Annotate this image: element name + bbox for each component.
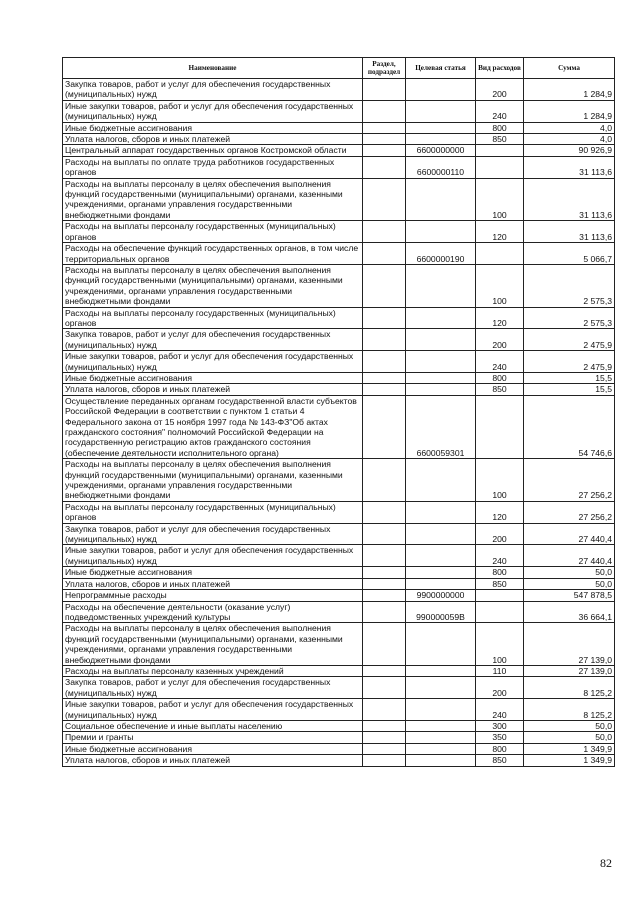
table-body	[63, 79, 615, 767]
cell-section	[363, 221, 406, 243]
cell-amount: 8 125,2	[524, 699, 615, 721]
table-row	[63, 699, 615, 721]
table-row	[63, 264, 615, 307]
cell-section	[363, 134, 406, 145]
cell-type	[476, 601, 524, 623]
cell-amount: 27 440,4	[524, 545, 615, 567]
cell-type: 100	[476, 178, 524, 221]
table-row	[63, 145, 615, 156]
cell-amount: 36 664,1	[524, 601, 615, 623]
cell-name: Социальное обеспечение и иные выплаты населению	[63, 720, 363, 731]
cell-name: Расходы на выплаты персоналу государственных (муниципальных) органов	[63, 501, 363, 523]
cell-type: 240	[476, 699, 524, 721]
cell-name: Уплата налогов, сборов и иных платежей	[63, 578, 363, 589]
cell-amount: 90 926,9	[524, 145, 615, 156]
table-row	[63, 743, 615, 754]
cell-section	[363, 732, 406, 743]
cell-name: Расходы на выплаты по оплате труда работников государственных органов	[63, 156, 363, 178]
cell-amount: 2 475,9	[524, 351, 615, 373]
cell-type: 100	[476, 264, 524, 307]
cell-target	[406, 720, 476, 731]
cell-type: 800	[476, 743, 524, 754]
cell-name: Иные закупки товаров, работ и услуг для обеспечения государственных (муниципальных) нужд	[63, 100, 363, 122]
cell-type: 120	[476, 307, 524, 329]
cell-name: Иные бюджетные ассигнования	[63, 372, 363, 383]
cell-target	[406, 178, 476, 221]
cell-type: 800	[476, 122, 524, 133]
header-target: Целевая статья	[406, 58, 476, 79]
cell-name: Расходы на выплаты персоналу в целях обеспечения выполнения функций государственными (муниципальными) органами, казенными учреждениями, органами управления государственными внебюджетными фондами	[63, 264, 363, 307]
cell-target	[406, 307, 476, 329]
table-row	[63, 567, 615, 578]
cell-target	[406, 351, 476, 373]
cell-section	[363, 372, 406, 383]
cell-section	[363, 501, 406, 523]
table-row	[63, 384, 615, 395]
cell-amount: 5 066,7	[524, 243, 615, 265]
cell-section	[363, 523, 406, 545]
table-row	[63, 307, 615, 329]
cell-target: 6600000190	[406, 243, 476, 265]
table-header-row	[63, 58, 615, 79]
cell-amount: 54 746,6	[524, 395, 615, 458]
cell-section	[363, 243, 406, 265]
cell-section	[363, 264, 406, 307]
cell-section	[363, 623, 406, 666]
cell-type: 100	[476, 459, 524, 502]
cell-name: Закупка товаров, работ и услуг для обеспечения государственных (муниципальных) нужд	[63, 79, 363, 101]
table-row	[63, 665, 615, 676]
cell-section	[363, 395, 406, 458]
cell-type: 300	[476, 720, 524, 731]
cell-target	[406, 665, 476, 676]
cell-amount: 1 284,9	[524, 79, 615, 101]
cell-type: 200	[476, 329, 524, 351]
cell-amount: 31 113,6	[524, 221, 615, 243]
cell-name: Иные бюджетные ассигнования	[63, 122, 363, 133]
cell-name: Иные закупки товаров, работ и услуг для обеспечения государственных (муниципальных) нужд	[63, 545, 363, 567]
cell-target	[406, 329, 476, 351]
cell-section	[363, 79, 406, 101]
cell-section	[363, 590, 406, 601]
cell-section	[363, 665, 406, 676]
cell-amount: 547 878,5	[524, 590, 615, 601]
cell-type: 850	[476, 384, 524, 395]
cell-target	[406, 134, 476, 145]
cell-amount: 4,0	[524, 122, 615, 133]
cell-section	[363, 145, 406, 156]
cell-amount: 15,5	[524, 384, 615, 395]
cell-target	[406, 384, 476, 395]
cell-target	[406, 743, 476, 754]
table-row	[63, 578, 615, 589]
cell-target	[406, 221, 476, 243]
cell-type: 120	[476, 501, 524, 523]
table-row	[63, 677, 615, 699]
cell-amount: 31 113,6	[524, 178, 615, 221]
cell-name: Закупка товаров, работ и услуг для обеспечения государственных (муниципальных) нужд	[63, 677, 363, 699]
cell-target	[406, 501, 476, 523]
cell-type: 120	[476, 221, 524, 243]
cell-name: Иные закупки товаров, работ и услуг для обеспечения государственных (муниципальных) нужд	[63, 699, 363, 721]
cell-type: 240	[476, 100, 524, 122]
table-row	[63, 100, 615, 122]
cell-name: Уплата налогов, сборов и иных платежей	[63, 384, 363, 395]
table-row	[63, 372, 615, 383]
cell-section	[363, 677, 406, 699]
cell-amount: 27 256,2	[524, 459, 615, 502]
cell-amount: 27 139,0	[524, 665, 615, 676]
cell-section	[363, 545, 406, 567]
cell-amount: 50,0	[524, 578, 615, 589]
table-row	[63, 178, 615, 221]
cell-target	[406, 122, 476, 133]
cell-target: 6600059301	[406, 395, 476, 458]
cell-section	[363, 720, 406, 731]
table-row	[63, 545, 615, 567]
cell-section	[363, 351, 406, 373]
cell-type: 800	[476, 372, 524, 383]
cell-section	[363, 156, 406, 178]
cell-amount: 8 125,2	[524, 677, 615, 699]
table-row	[63, 79, 615, 101]
cell-target	[406, 567, 476, 578]
cell-type	[476, 145, 524, 156]
table-row	[63, 329, 615, 351]
cell-name: Осуществление переданных органам государственной власти субъектов Российской Федерации в соответствии с пунктом 1 статьи 4 Федерального закона от 15 ноября 1997 года № 143-ФЗ"Об актах гражданского состояния" полномочий Российской Федерации на государственную регистрацию актов гражданского состояния (обеспечение деятельности исполнительного органа)	[63, 395, 363, 458]
cell-type	[476, 243, 524, 265]
cell-target	[406, 264, 476, 307]
cell-type: 800	[476, 567, 524, 578]
cell-name: Закупка товаров, работ и услуг для обеспечения государственных (муниципальных) нужд	[63, 329, 363, 351]
cell-type: 200	[476, 523, 524, 545]
table-row	[63, 720, 615, 731]
cell-target	[406, 523, 476, 545]
cell-name: Центральный аппарат государственных органов Костромской области	[63, 145, 363, 156]
cell-name: Расходы на выплаты персоналу казенных учреждений	[63, 665, 363, 676]
cell-target	[406, 677, 476, 699]
cell-amount: 50,0	[524, 720, 615, 731]
header-type: Вид расходов	[476, 58, 524, 79]
cell-amount: 1 284,9	[524, 100, 615, 122]
table-row	[63, 243, 615, 265]
cell-name: Расходы на выплаты персоналу в целях обеспечения выполнения функций государственными (муниципальными) органами, казенными учреждениями, органами управления государственными внебюджетными фондами	[63, 623, 363, 666]
cell-type: 100	[476, 623, 524, 666]
cell-name: Иные бюджетные ассигнования	[63, 567, 363, 578]
cell-type: 850	[476, 578, 524, 589]
cell-name: Непрограммные расходы	[63, 590, 363, 601]
cell-name: Расходы на обеспечение функций государственных органов, в том числе территориальных органов	[63, 243, 363, 265]
cell-section	[363, 578, 406, 589]
table-row	[63, 122, 615, 133]
cell-section	[363, 601, 406, 623]
cell-type: 240	[476, 545, 524, 567]
cell-section	[363, 384, 406, 395]
cell-type: 850	[476, 755, 524, 766]
cell-section	[363, 178, 406, 221]
table-row	[63, 459, 615, 502]
cell-amount: 15,5	[524, 372, 615, 383]
table-row	[63, 590, 615, 601]
cell-section	[363, 459, 406, 502]
header-name: Наименование	[63, 58, 363, 79]
cell-name: Расходы на обеспечение деятельности (оказание услуг) подведомственных учреждений культуры	[63, 601, 363, 623]
cell-type: 850	[476, 134, 524, 145]
cell-name: Уплата налогов, сборов и иных платежей	[63, 134, 363, 145]
cell-type: 350	[476, 732, 524, 743]
cell-section	[363, 307, 406, 329]
cell-target: 6600000110	[406, 156, 476, 178]
cell-type	[476, 156, 524, 178]
cell-amount: 50,0	[524, 732, 615, 743]
cell-section	[363, 122, 406, 133]
table-row	[63, 755, 615, 766]
cell-section	[363, 329, 406, 351]
cell-name: Расходы на выплаты персоналу в целях обеспечения выполнения функций государственными (муниципальными) органами, казенными учреждениями, органами управления государственными внебюджетными фондами	[63, 178, 363, 221]
cell-target: 9900000000	[406, 590, 476, 601]
cell-target	[406, 100, 476, 122]
cell-type	[476, 395, 524, 458]
cell-target	[406, 732, 476, 743]
cell-section	[363, 699, 406, 721]
cell-type: 200	[476, 79, 524, 101]
cell-name: Расходы на выплаты персоналу государственных (муниципальных) органов	[63, 221, 363, 243]
cell-type: 240	[476, 351, 524, 373]
cell-name: Уплата налогов, сборов и иных платежей	[63, 755, 363, 766]
cell-name: Закупка товаров, работ и услуг для обеспечения государственных (муниципальных) нужд	[63, 523, 363, 545]
cell-amount: 27 256,2	[524, 501, 615, 523]
cell-amount: 27 440,4	[524, 523, 615, 545]
cell-target	[406, 755, 476, 766]
cell-target	[406, 623, 476, 666]
header-amount: Сумма	[524, 58, 615, 79]
cell-section	[363, 100, 406, 122]
cell-amount: 2 575,3	[524, 307, 615, 329]
cell-name: Премии и гранты	[63, 732, 363, 743]
table-row	[63, 351, 615, 373]
table-row	[63, 395, 615, 458]
cell-target: 990000059В	[406, 601, 476, 623]
cell-target	[406, 372, 476, 383]
cell-amount: 50,0	[524, 567, 615, 578]
cell-section	[363, 567, 406, 578]
cell-name: Расходы на выплаты персоналу в целях обеспечения выполнения функций государственными (муниципальными) органами, казенными учреждениями, органами управления государственными внебюджетными фондами	[63, 459, 363, 502]
header-section: Раздел, подраздел	[363, 58, 406, 79]
cell-type: 200	[476, 677, 524, 699]
cell-name: Иные закупки товаров, работ и услуг для обеспечения государственных (муниципальных) нужд	[63, 351, 363, 373]
table-row	[63, 134, 615, 145]
budget-table	[62, 57, 615, 767]
cell-type	[476, 590, 524, 601]
cell-amount: 27 139,0	[524, 623, 615, 666]
cell-name: Расходы на выплаты персоналу государственных (муниципальных) органов	[63, 307, 363, 329]
cell-section	[363, 755, 406, 766]
table-row	[63, 501, 615, 523]
cell-amount: 31 113,6	[524, 156, 615, 178]
cell-section	[363, 743, 406, 754]
cell-target	[406, 578, 476, 589]
cell-name: Иные бюджетные ассигнования	[63, 743, 363, 754]
cell-amount: 4,0	[524, 134, 615, 145]
table-row	[63, 732, 615, 743]
table-row	[63, 601, 615, 623]
cell-amount: 1 349,9	[524, 755, 615, 766]
cell-target	[406, 459, 476, 502]
cell-type: 110	[476, 665, 524, 676]
cell-amount: 1 349,9	[524, 743, 615, 754]
cell-amount: 2 575,3	[524, 264, 615, 307]
cell-target	[406, 699, 476, 721]
table-row	[63, 156, 615, 178]
cell-target: 6600000000	[406, 145, 476, 156]
page-number: 82	[600, 856, 612, 870]
cell-target	[406, 545, 476, 567]
cell-target	[406, 79, 476, 101]
table-row	[63, 523, 615, 545]
table-row	[63, 221, 615, 243]
table-row	[63, 623, 615, 666]
cell-amount: 2 475,9	[524, 329, 615, 351]
